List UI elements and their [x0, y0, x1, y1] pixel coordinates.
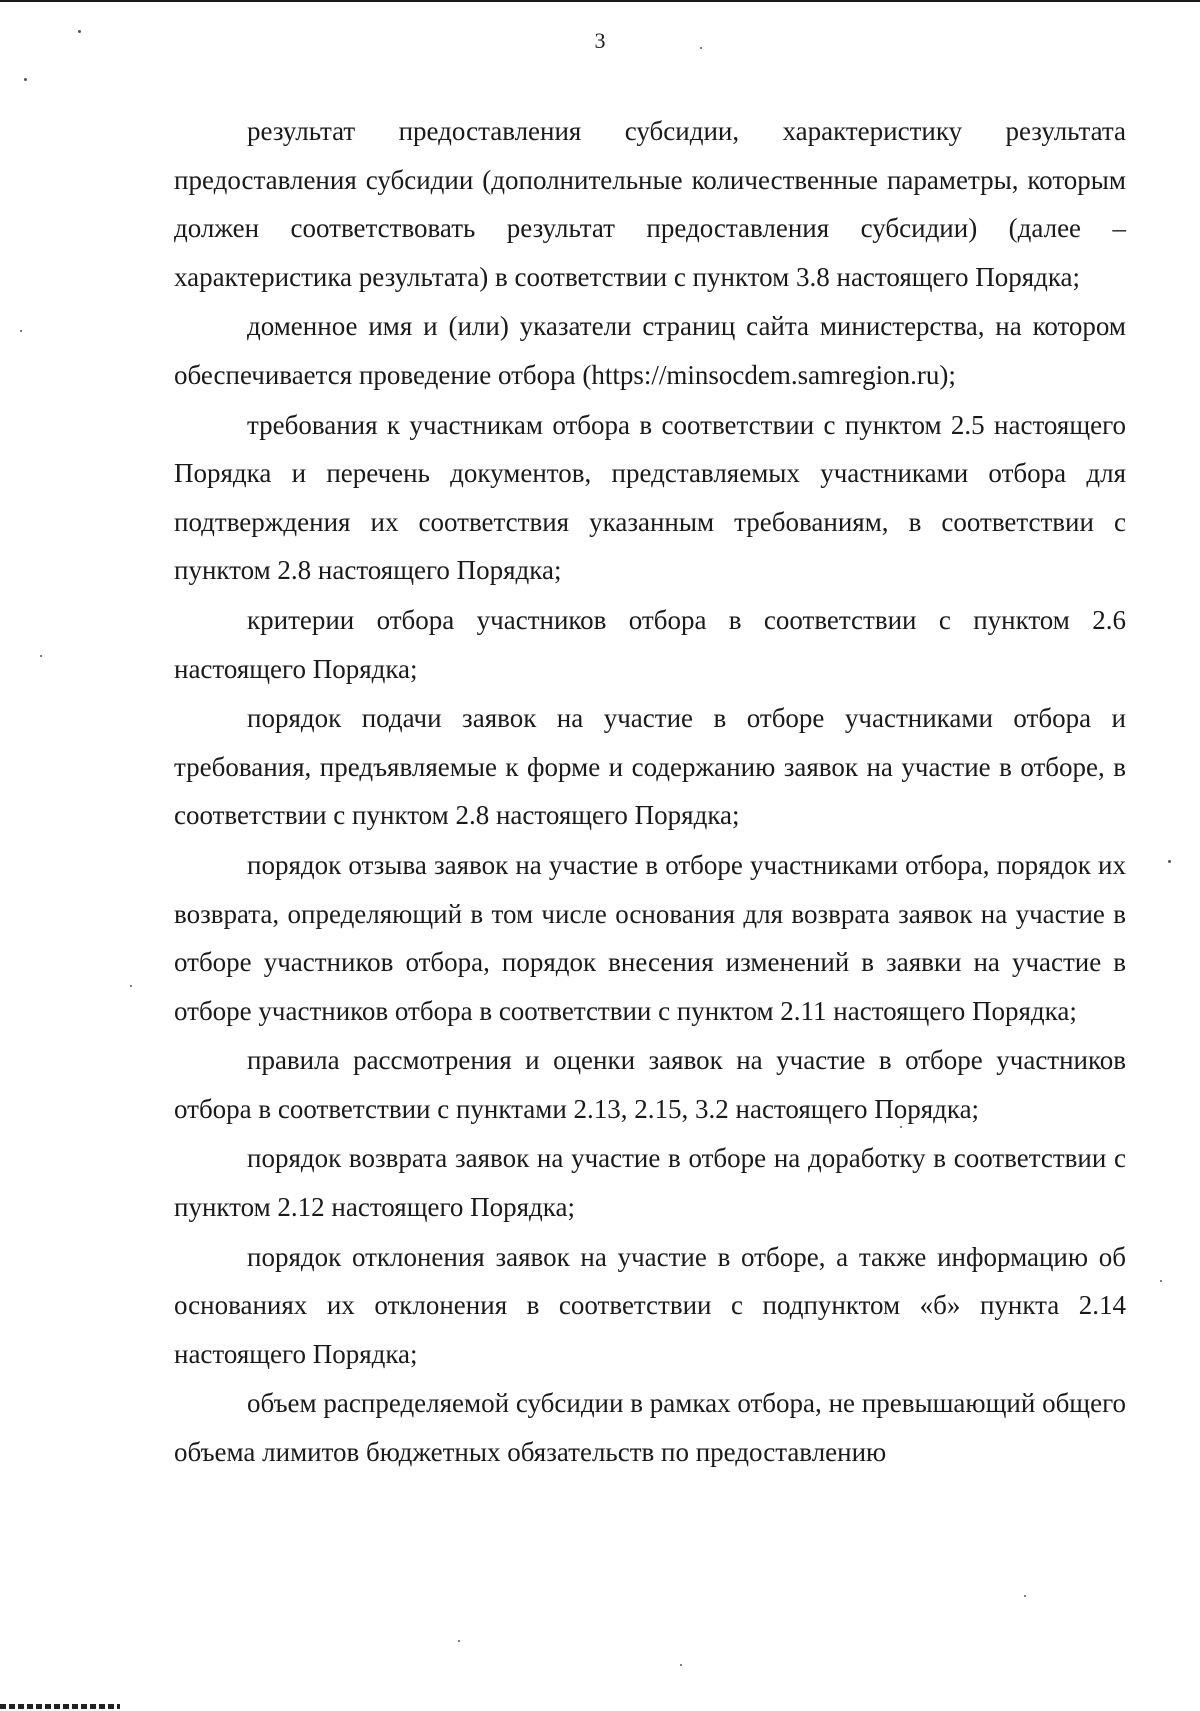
scan-speck: [900, 1126, 902, 1128]
paragraph-1: результат предоставления субсидии, характеристику результата предоставления субсидии (дополнительные количественные параметры, которым должен соответствовать результат предоставления субсидии) (далее – характеристика результата) в соответствии с пунктом 3.8 настоящего Порядка;: [174, 116, 1126, 292]
paragraph-2: доменное имя и (или) указатели страниц сайта министерства, на котором обеспечивается проведение отбора (https://minsocdem.samregion.ru);: [174, 311, 1126, 390]
paragraph-5: порядок подачи заявок на участие в отборе участниками отбора и требования, предъявляемые к форме и содержанию заявок на участие в отборе, в соответствии с пунктом 2.8 настоящего Порядка;: [174, 703, 1126, 831]
page-number: 3: [594, 28, 606, 53]
top-border-line: [0, 0, 1200, 2]
paragraph-3: требования к участникам отбора в соответствии с пунктом 2.5 настоящего Порядка и перечень документов, представляемых участниками отбора для подтверждения их соответствия указанным требованиям, в соответствии с пунктом 2.8 настоящего Порядка;: [174, 409, 1126, 586]
scan-speck: [458, 1640, 460, 1642]
scan-speck: [680, 1664, 682, 1666]
paragraph-9: порядок отклонения заявок на участие в отборе, а также информацию об основаниях их отклонения в соответствии с подпунктом «б» пункта 2.14 настоящего Порядка;: [174, 1241, 1126, 1369]
scan-speck: [24, 78, 27, 81]
document-body: [174, 107, 1126, 1477]
paragraph-6: порядок отзыва заявок на участие в отборе участниками отбора, порядок их возврата, определяющий в том числе основания для возврата заявок на участие в отборе участников отбора, порядок внесения изменений в заявки на участие в отборе участников отбора в соответствии с пунктом 2.11 настоящего Порядка;: [174, 849, 1126, 1026]
paragraph-7: правила рассмотрения и оценки заявок на участие в отборе участников отбора в соответствии с пунктами 2.13, 2.15, 3.2 настоящего Порядка;: [174, 1045, 1126, 1124]
scan-speck: [1160, 1280, 1162, 1282]
scan-speck: [78, 30, 81, 33]
scan-speck: [20, 330, 22, 332]
scan-speck: [40, 655, 42, 657]
scan-speck: [1168, 860, 1171, 863]
paragraph-8: порядок возврата заявок на участие в отборе на доработку в соответствии с пунктом 2.12 настоящего Порядка;: [174, 1143, 1126, 1223]
scan-speck: [130, 985, 132, 987]
scan-edge-mark: [0, 1704, 120, 1709]
scan-speck: [700, 47, 702, 49]
paragraph-10: объем распределяемой субсидии в рамках отбора, не превышающий общего объема лимитов бюджетных обязательств по предоставлению: [174, 1388, 1126, 1468]
paragraph-4: критерии отбора участников отбора в соответствии с пунктом 2.6 настоящего Порядка;: [174, 604, 1126, 684]
scan-speck: [1024, 1595, 1026, 1597]
